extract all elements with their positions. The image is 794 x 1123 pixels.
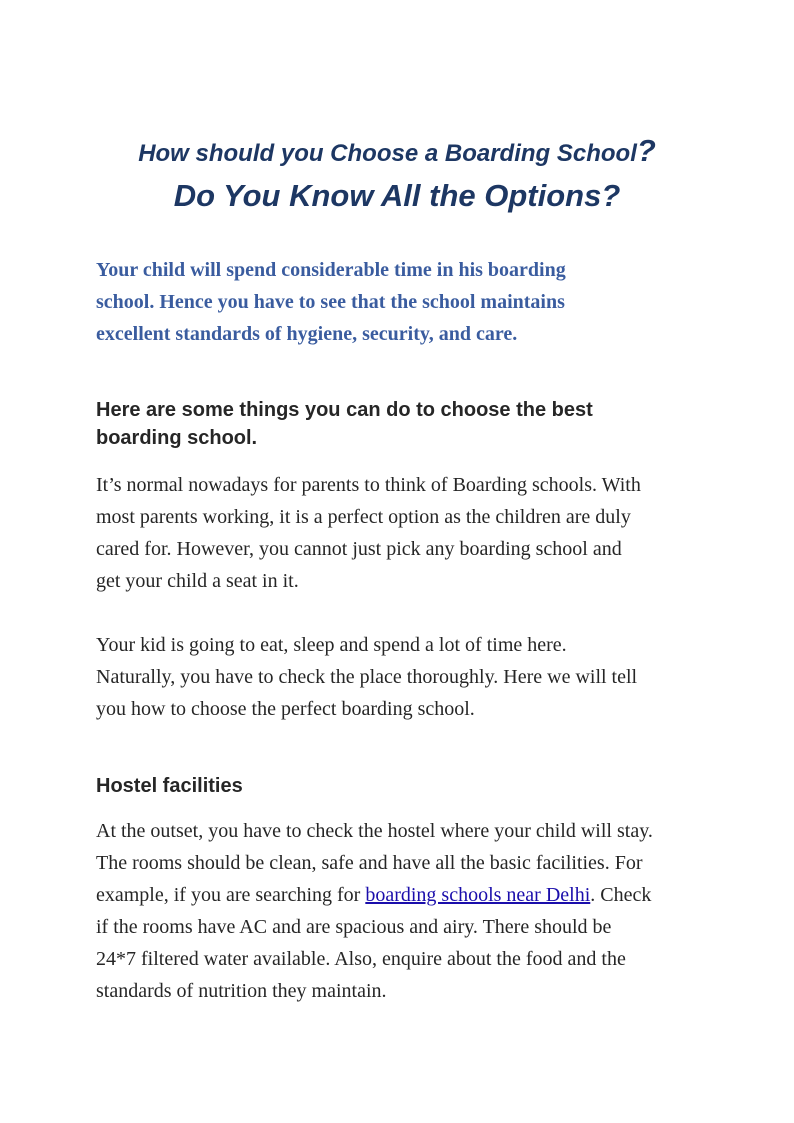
paragraph-normal-nowadays — [96, 469, 736, 597]
paragraph-line: standards of nutrition they maintain. — [96, 980, 387, 1002]
intro-line: school. Hence you have to see that the school maintains — [96, 291, 565, 313]
boarding-schools-link[interactable]: boarding schools near Delhi — [365, 884, 591, 906]
paragraph-line: if the rooms have AC and are spacious and airy. There should be — [96, 916, 612, 938]
intro-line: excellent standards of hygiene, security, and care. — [96, 323, 518, 345]
title-question-mark: ? — [636, 133, 656, 168]
section-heading-line: Hostel facilities — [96, 775, 243, 797]
paragraph-line: cared for. However, you cannot just pick any boarding school and — [96, 538, 622, 560]
paragraph-line: you how to choose the perfect boarding school. — [96, 698, 475, 720]
paragraph-line — [96, 879, 736, 911]
paragraph-line: Your kid is going to eat, sleep and spend a lot of time here. — [96, 634, 567, 656]
paragraph-line: Naturally, you have to check the place thoroughly. Here we will tell — [96, 666, 638, 688]
paragraph-text: . Check — [590, 884, 652, 906]
paragraph-line: 24*7 filtered water available. Also, enquire about the food and the — [96, 948, 626, 970]
section-heading-line: Here are some things you can do to choose the best — [96, 399, 593, 421]
paragraph-your-kid — [96, 629, 736, 725]
section-heading-hostel — [96, 772, 716, 800]
paragraph-line: At the outset, you have to check the hostel where your child will stay. — [96, 820, 653, 842]
paragraph-text: example, if you are searching for — [96, 884, 366, 906]
paragraph-line: most parents working, it is a perfect option as the children are duly — [96, 506, 631, 528]
paragraph-line: get your child a seat in it. — [96, 570, 299, 592]
intro-paragraph — [96, 254, 716, 350]
title-text: How should you Choose a Boarding School — [138, 140, 637, 167]
intro-line: Your child will spend considerable time in his boarding — [96, 259, 566, 281]
page-subtitle: Do You Know All the Options? — [173, 178, 621, 213]
section-heading-choose — [96, 396, 716, 452]
paragraph-line: It’s normal nowadays for parents to think of Boarding schools. With — [96, 474, 641, 496]
paragraph-line: The rooms should be clean, safe and have all the basic facilities. For — [96, 852, 643, 874]
section-heading-line: boarding school. — [96, 427, 258, 449]
paragraph-hostel — [96, 815, 736, 1007]
page-title — [0, 133, 794, 169]
